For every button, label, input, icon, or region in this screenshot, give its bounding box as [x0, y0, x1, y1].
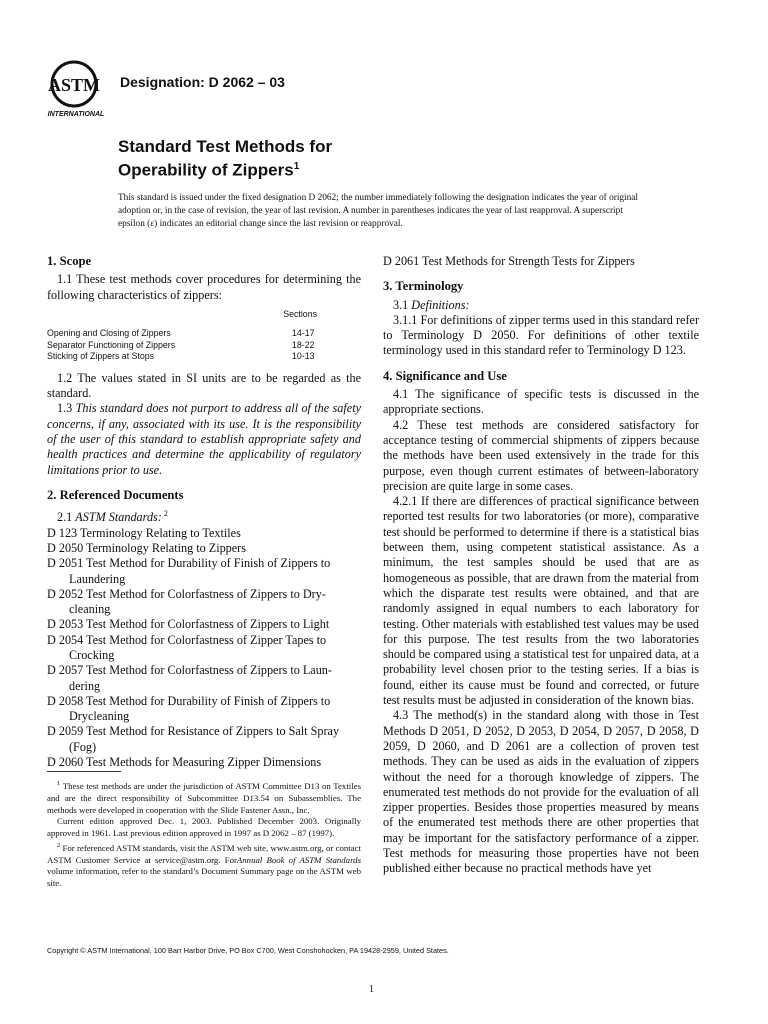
svg-text:ASTM: ASTM — [47, 75, 101, 95]
document-title — [118, 137, 332, 181]
sections-table — [47, 309, 352, 363]
refdocs-heading: 2. Referenced Documents — [47, 487, 184, 502]
scope-heading: 1. Scope — [47, 254, 92, 268]
title-footnote-mark: 1 — [293, 161, 300, 172]
ref-item: D 2057 Test Method for Colorfastness of Zippers to Laun- dering — [47, 663, 332, 693]
right-column — [383, 254, 699, 877]
footnote-divider — [47, 771, 121, 772]
section-row: Separator Functioning of Zippers 18-22 — [47, 339, 315, 350]
ref-item: D 2060 Test Methods for Measuring Zipper Dimensions — [47, 755, 322, 770]
ref-item: D 2061 Test Methods for Strength Tests for Zippers — [383, 254, 635, 268]
para-4-2: 4.2 These test methods are considered satisfactory for acceptance testing of commercial shipments of zippers because the methods have been used extensively in the trade for this purpose, even though current estimates of between-laboratory precision are quite large in some cases. — [383, 417, 699, 493]
para-3-1: 3.1 Definitions: — [393, 297, 470, 312]
para-4-3: 4.3 The method(s) in the standard along with those in Test Methods D 2051, D 2052, D 2053, D 2054, D 2057, D 2058, D 2059, D 2060, and D 2061 are a collection of proven test methods. They can be used as aids in the evaluation of zippers without the need for a thorough knowledge of zippers. The enumerated test methods do not provide for the evaluation of all zipper properties. Besides those properties measured by means of the enumerated test methods there are other properties that may be important for the satisfactory performance of a zipper. Test methods for measuring those properties have not been published either because no practical methods have yet — [383, 708, 699, 876]
para-1-3: 1.3 This standard does not purport to address all of the safety concerns, if any, associated with its use. It is the responsibility of the user of this standard to establish appropriate safety and health practices and determine the applicability of regulatory limitations prior to use. — [47, 401, 361, 477]
svg-text:INTERNATIONAL: INTERNATIONAL — [47, 111, 105, 118]
footnotes — [47, 778, 361, 890]
astm-logo — [38, 60, 114, 118]
section-row: Sticking of Zippers at Stops 10-13 — [47, 351, 315, 362]
para-1-2: 1.2 The values stated in SI units are to be regarded as the standard. — [47, 370, 361, 401]
ref-item: D 2053 Test Method for Colorfastness of Zippers to Light — [47, 617, 330, 632]
footnote-2: $^2$ For referenced ASTM standards, visit the ASTM web site, www.astm.org, or contact ASTM Customer Service at service@astm.org. ForAnnual Book of ASTM Standards volume information, refer to the standard’s Document Summary page on the ASTM web site. — [47, 841, 361, 889]
left-column — [47, 254, 361, 770]
para-3-1-1: 3.1.1 For definitions of zipper terms used in this standard refer to Terminology D 2050. For definitions of other textile terminology used in this standard refer to Terminology D 123. — [383, 312, 699, 358]
footnote-1-edition: Current edition approved Dec. 1, 2003. Published December 2003. Originally approved in 1961. Last previous edition approved in 1997 as D 2062 – 87 (1997). — [47, 816, 361, 839]
footnote-1: $^1$ These test methods are under the jurisdiction of ASTM Committee D13 on Textiles and are the direct responsibility of Subcommittee D13.54 on Subassemblies. The methods were developed in cooperation with the Slide Fastener Assn., Inc. — [47, 780, 361, 815]
significance-heading: 4. Significance and Use — [383, 368, 507, 383]
ref-item: D 123 Terminology Relating to Textiles — [47, 525, 241, 540]
sections-header: Sections — [283, 308, 317, 319]
para-4-2-1: 4.2.1 If there are differences of practical significance between reported test results for two laboratories (or more), comparative test should be performed to determine if there is a statistical bias between them, using competent statistical assistance. As a minimum, the test samples should be used that are as homogeneous as possible, that are drawn from the material from which the disparate test results were obtained, and that are randomly assigned in equal numbers to each laboratory for testing. Other materials with established test values may be used for this purpose. The test results from the two laboratories should be compared using a statistical test for unpaired data, at a probability level chosen prior to the testing series. If a bias is found, either its cause must be found and corrected, or future test results must be adjusted in consideration of the known bias. — [383, 494, 699, 708]
copyright-line: Copyright © ASTM International, 100 Barr Harbor Drive, PO Box C700, West Conshohocken, PA 19428-2959, United States. — [47, 946, 449, 955]
section-row: Opening and Closing of Zippers 14-17 — [47, 328, 315, 339]
ref-item: D 2054 Test Method for Colorfastness of Zipper Tapes to Crocking — [47, 632, 327, 662]
designation: Designation: D 2062 – 03 — [120, 74, 285, 90]
ref-item: D 2058 Test Method for Durability of Finish of Zippers to Drycleaning — [47, 693, 331, 724]
ref-item: D 2051 Test Method for Durability of Finish of Zippers to Laundering — [47, 556, 331, 586]
title-line-1: Standard Test Methods for — [118, 137, 333, 156]
intro-paragraph: This standard is issued under the fixed designation D 2062; the number immediately following the designation indicates the year of original adoption or, in the case of revision, the year of last revision. A number in parentheses indicates the year of last reapproval. A superscript epsilon (ε) indicates an editorial change since the last revision or reapproval. — [118, 193, 638, 229]
para-1-1: 1.1 These test methods cover procedures for determining the following characteristics of zippers: — [47, 272, 361, 302]
terminology-heading: 3. Terminology — [383, 279, 464, 294]
ref-item: D 2059 Test Method for Resistance of Zippers to Salt Spray (Fog) — [47, 724, 340, 754]
title-line-2: Operability of Zippers — [118, 160, 294, 180]
page-number: 1 — [369, 984, 374, 995]
ref-item: D 2050 Terminology Relating to Zippers — [47, 540, 246, 555]
para-2-1: 2.1 ASTM Standards: $^2$ — [57, 509, 168, 525]
para-4-1: 4.1 The significance of specific tests is discussed in the appropriate sections. — [383, 387, 699, 417]
ref-item: D 2052 Test Method for Colorfastness of Zippers to Dry- cleaning — [47, 586, 326, 617]
